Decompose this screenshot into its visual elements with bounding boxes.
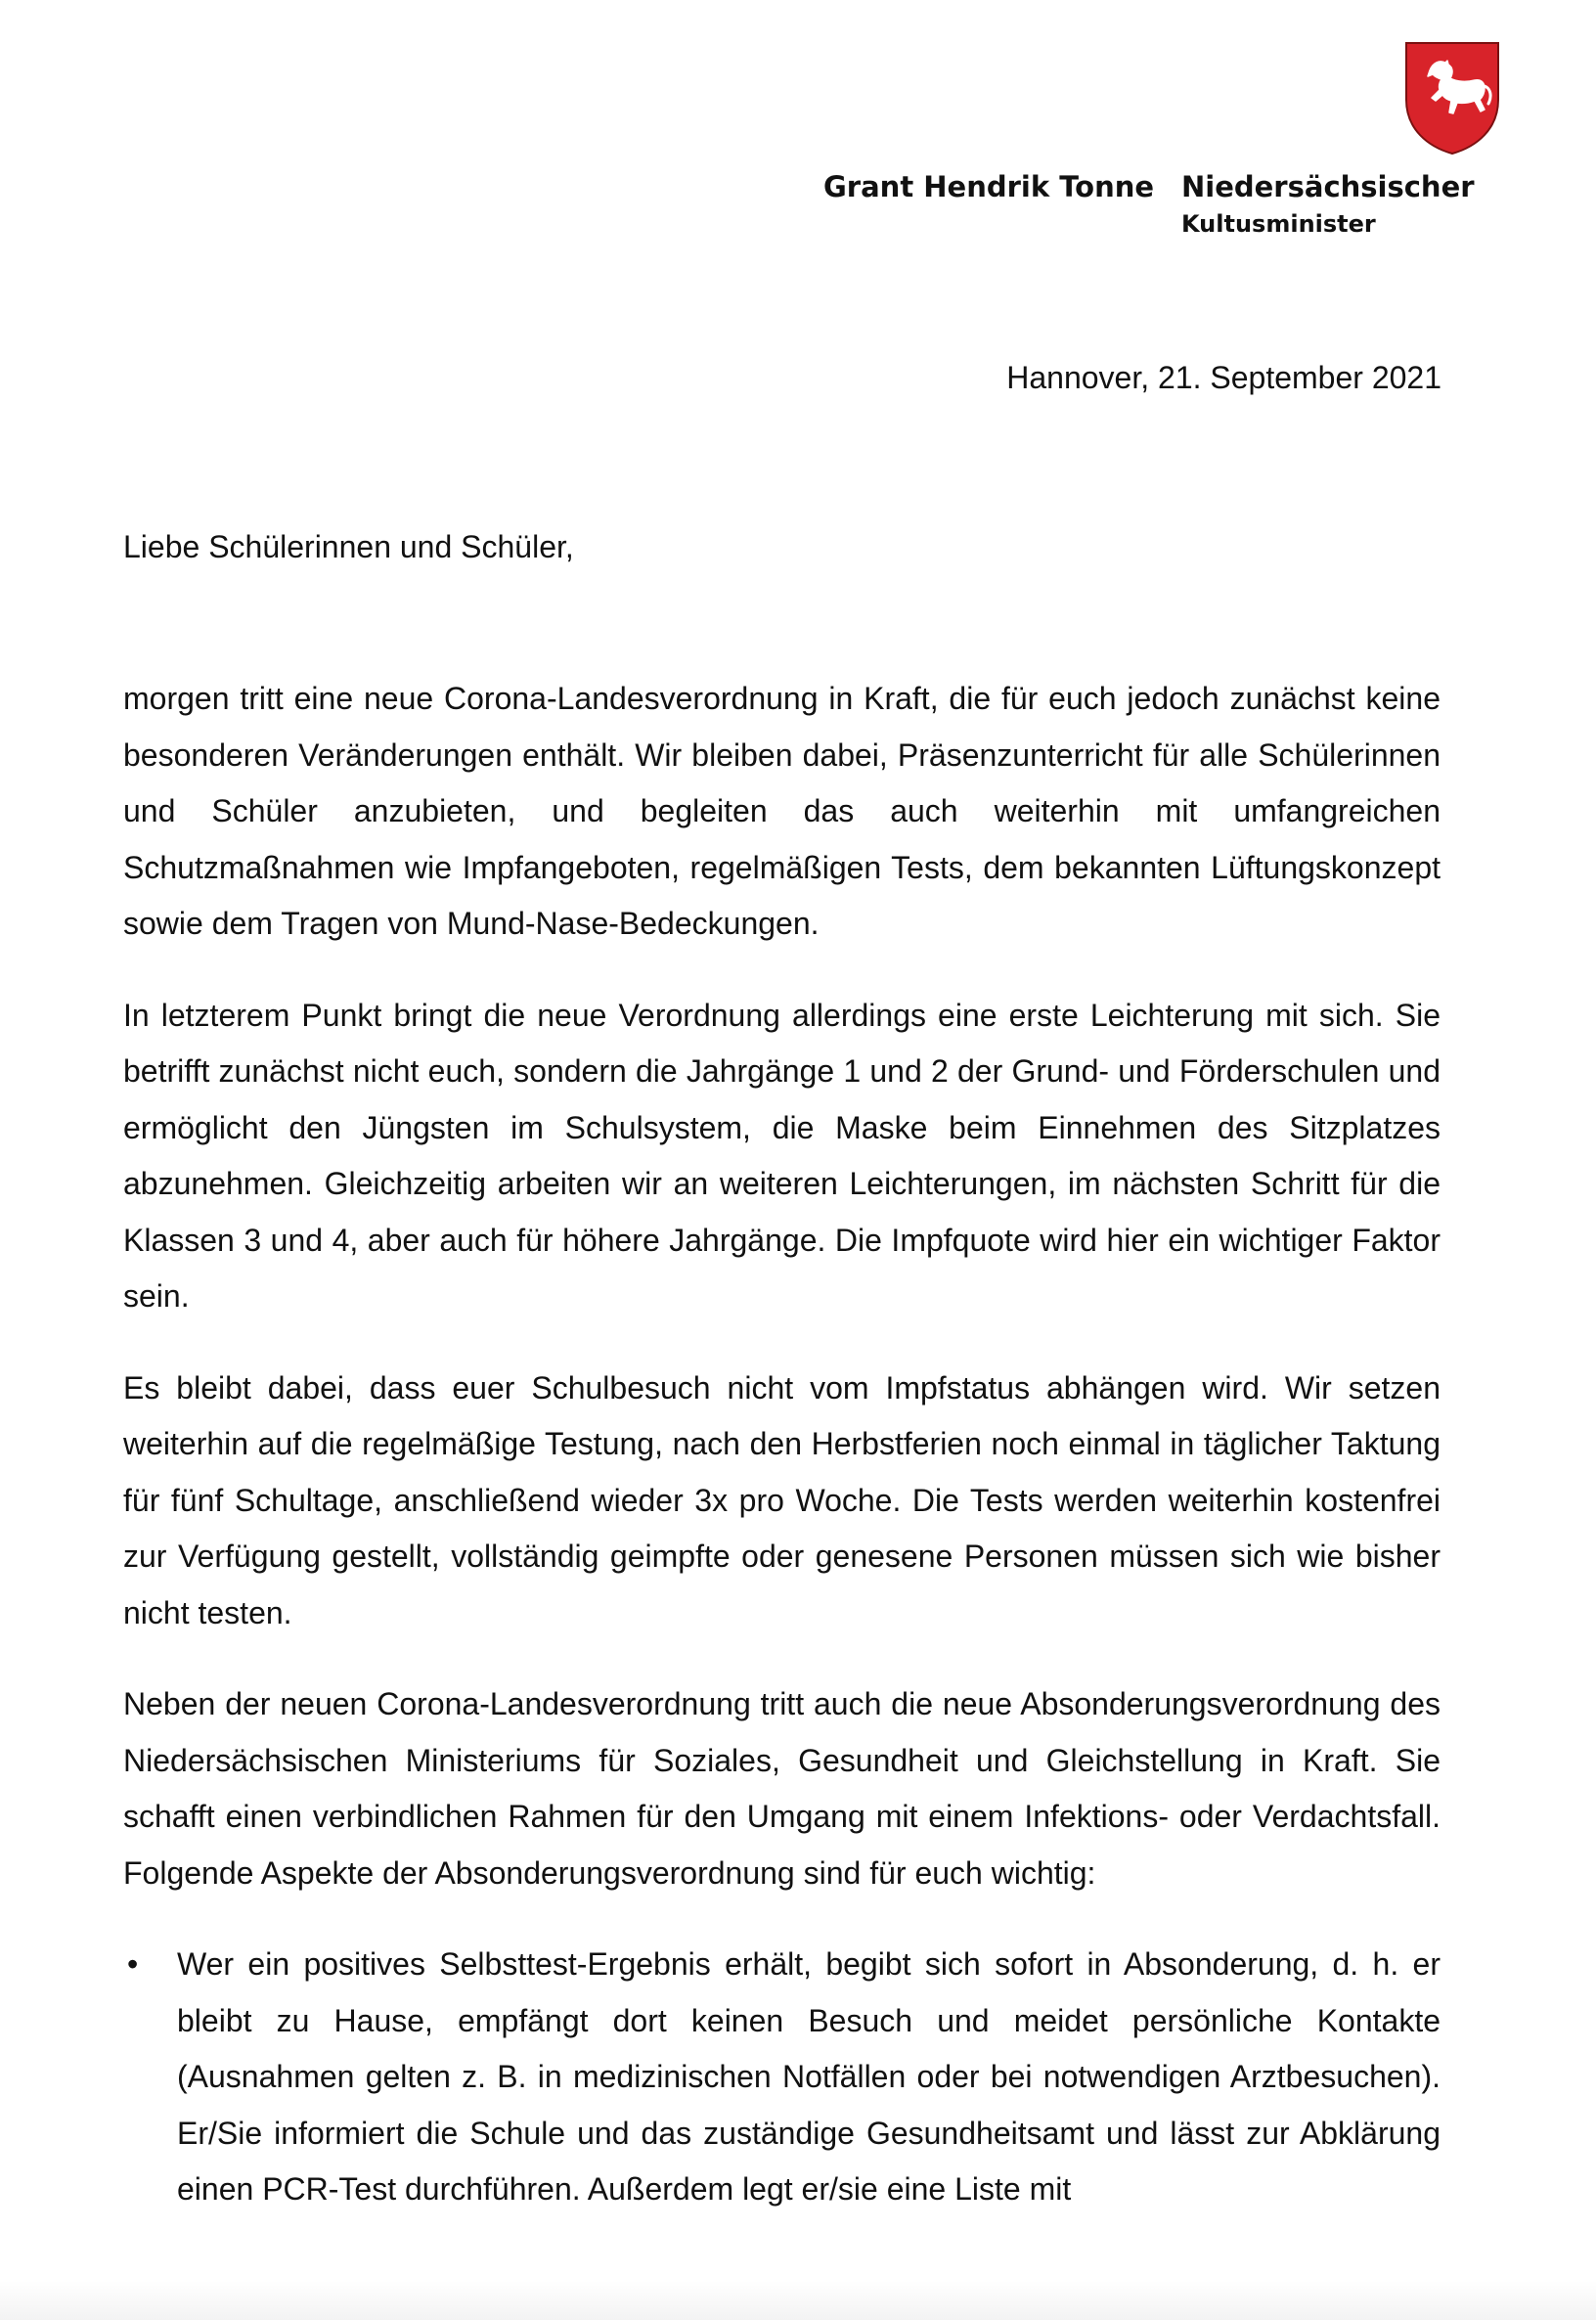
paragraph-3: Es bleibt dabei, dass euer Schulbesuch nicht vom Impfstatus abhängen wird. Wir setzen weiterhin auf die regelmäßige Testung, nach den Herbstferien noch einmal in täglicher Taktung für fünf Schultage, anschließend wieder 3x pro Woche. Die Tests werden weiterhin kostenfrei zur Verfügung gestellt, vollständig geimpfte oder genesene Personen müssen sich wie bisher nicht testen. (123, 1369, 1441, 1630)
sender-title-line2: Kultusminister (1181, 210, 1376, 238)
sender-name: Grant Hendrik Tonne (823, 170, 1155, 203)
date-line: Hannover, 21. September 2021 (1006, 360, 1441, 395)
list-item (123, 1937, 1441, 2218)
bullet-icon: • (127, 1946, 139, 1982)
letter-body (123, 671, 1441, 2218)
bullet-list (123, 1937, 1441, 2218)
bullet-text-1: Wer ein positives Selbsttest-Ergebnis erhält, begibt sich sofort in Absonderung, d. h. er bleibt zu Hause, empfängt dort keinen Besuch und meidet persönliche Kontakte (Ausnahmen gelten z. B. in medizinischen Notfällen oder bei notwendigen Arztbesuchen). Er/Sie informiert die Schule und das zuständige Gesundheitsamt und lässt zur Abklärung einen PCR-Test durchführen. Außerdem legt er/sie eine Liste mit (177, 1946, 1441, 2207)
paragraph-2: In letzterem Punkt bringt die neue Verordnung allerdings eine erste Leichterung mit sich. Sie betrifft zunächst nicht euch, sondern die Jahrgänge 1 und 2 der Grund- und Förderschulen und ermöglicht den Jüngsten im Schulsystem, die Maske beim Einnehmen des Sitzplatzes abzunehmen. Gleichzeitig arbeiten wir an weiteren Leichterungen, im nächsten Schritt für die Klassen 3 und 4, aber auch für höhere Jahrgänge. Die Impfquote wird hier ein wichtiger Faktor sein. (123, 997, 1441, 1314)
sender-title-line1: Niedersächsischer (1181, 170, 1475, 203)
lower-saxony-horse-crest-icon (1402, 39, 1502, 156)
paragraph-4: Neben der neuen Corona-Landesverordnung tritt auch die neue Absonderungsverordnung des Niedersächsischen Ministeriums für Soziales, Gesundheit und Gleichstellung in Kraft. Sie schafft einen verbindlichen Rahmen für den Umgang mit einem Infektions- oder Verdachtsfall. Folgende Aspekte der Absonderungsverordnung sind für euch wichtig: (123, 1686, 1441, 1891)
salutation: Liebe Schülerinnen und Schüler, (123, 529, 574, 564)
paragraph-1: morgen tritt eine neue Corona-Landesverordnung in Kraft, die für euch jedoch zunächst keine besonderen Veränderungen enthält. Wir bleiben dabei, Präsenzunterricht für alle Schülerinnen und Schüler anzubieten, und begleiten das auch weiterhin mit umfangreichen Schutzmaßnahmen wie Impfangeboten, regelmäßigen Tests, dem bekannten Lüftungskonzept sowie dem Tragen von Mund-Nase-Bedeckungen. (123, 681, 1441, 941)
page-bottom-edge (0, 2281, 1596, 2320)
